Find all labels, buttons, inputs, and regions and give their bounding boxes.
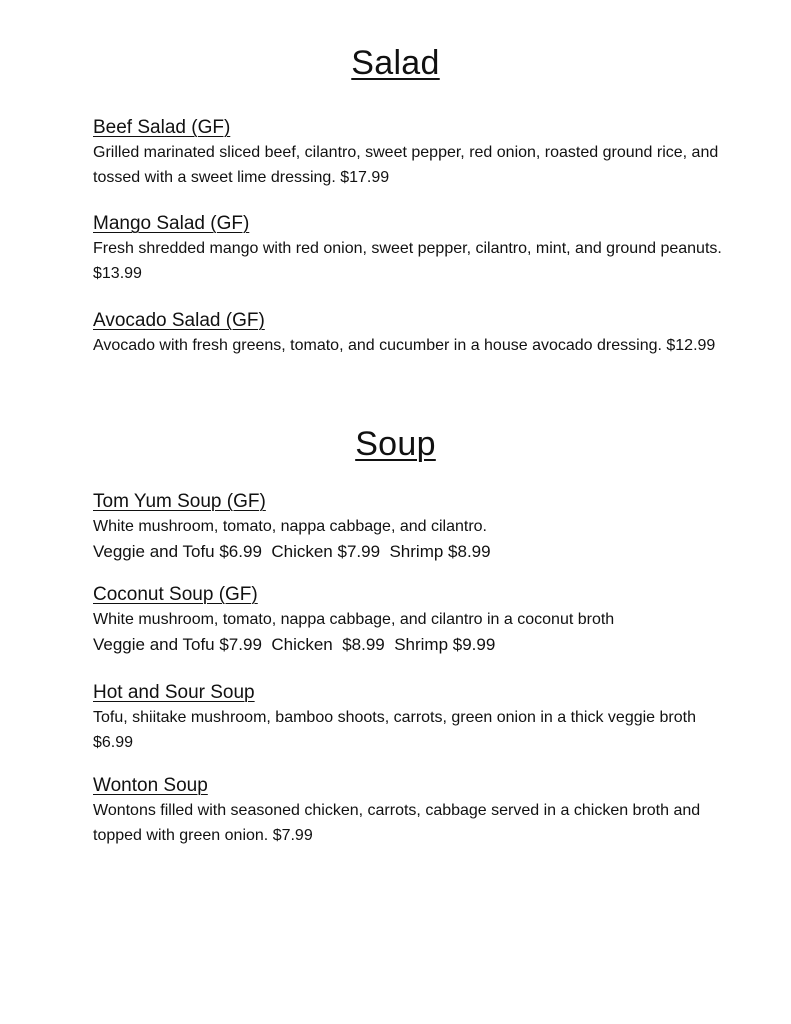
item-name: Avocado Salad (GF) — [93, 310, 265, 331]
menu-item-mango-salad — [93, 212, 733, 286]
item-description: White mushroom, tomato, nappa cabbage, and cilantro in a coconut broth — [93, 611, 615, 628]
item-name: Coconut Soup (GF) — [93, 584, 258, 605]
menu-item-tom-yum-soup — [93, 490, 733, 564]
soup-heading: Soup — [355, 425, 436, 463]
item-prices — [93, 633, 733, 657]
item-description: Fresh shredded mango with red onion, sweet pepper, cilantro, mint, and ground peanuts. $13.99 — [93, 240, 722, 282]
salad-heading: Salad — [351, 44, 440, 82]
item-name: Tom Yum Soup (GF) — [93, 491, 266, 512]
item-name: Wonton Soup — [93, 775, 208, 796]
item-name: Hot and Sour Soup — [93, 682, 255, 703]
item-name: Beef Salad (GF) — [93, 117, 231, 138]
item-description: Wontons filled with seasoned chicken, carrots, cabbage served in a chicken broth and topped with green onion. $7.99 — [93, 802, 701, 844]
item-description: Avocado with fresh greens, tomato, and cucumber in a house avocado dressing. $12.99 — [93, 337, 716, 354]
item-description: Tofu, shiitake mushroom, bamboo shoots, carrots, green onion in a thick veggie broth $6.99 — [93, 709, 696, 751]
menu-item-beef-salad — [93, 116, 733, 190]
menu-item-wonton-soup — [93, 774, 733, 848]
item-name: Mango Salad (GF) — [93, 213, 250, 234]
item-description: Grilled marinated sliced beef, cilantro, sweet pepper, red onion, roasted ground rice, and tossed with a sweet lime dressing. $17.99 — [93, 144, 719, 186]
menu-item-avocado-salad — [93, 309, 733, 359]
item-description: White mushroom, tomato, nappa cabbage, and cilantro. — [93, 518, 487, 535]
item-prices — [93, 540, 733, 564]
menu-item-coconut-soup — [93, 583, 733, 657]
menu-item-hot-and-sour-soup — [93, 681, 733, 755]
prices-text: Veggie and Tofu $6.99 Chicken $7.99 Shrimp $8.99 — [93, 541, 491, 561]
prices-text: Veggie and Tofu $7.99 Chicken $8.99 Shrimp $9.99 — [93, 634, 496, 654]
